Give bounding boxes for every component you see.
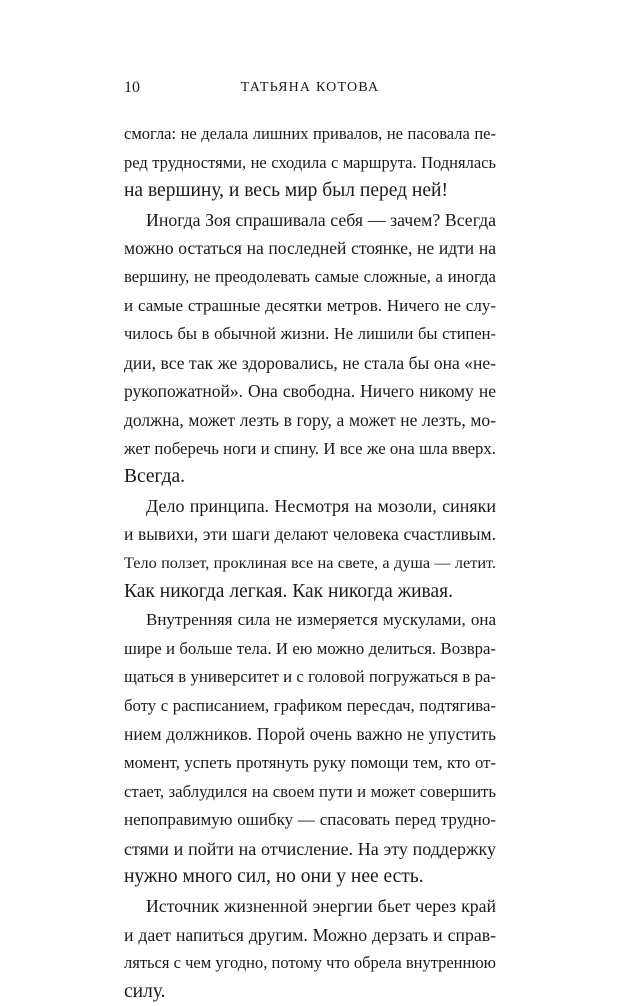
text-line: момент, успеть протянуть руку помощи тем, кто от- bbox=[124, 753, 496, 773]
text-line: рукопожатной». Она свободна. Ничего никому не bbox=[124, 381, 496, 402]
text-line: чилось бы в обычной жизни. Не лишили бы стипен- bbox=[124, 324, 496, 344]
running-head bbox=[124, 76, 496, 100]
text-line: силу. bbox=[124, 980, 166, 1002]
text-line: Внутренняя сила не измеряется мускулами, она bbox=[146, 610, 496, 630]
text-line: должна, может лезть в гору, а может не лезть, мо- bbox=[124, 409, 496, 430]
text-line: и самые страшные десятки метров. Ничего не слу- bbox=[124, 295, 496, 315]
text-line: щаться в университет и с головой погружаться в ра- bbox=[124, 667, 496, 687]
text-line: ляться с чем угодно, потому что обрела внутреннюю bbox=[124, 953, 496, 973]
text-line: нием должников. Порой очень важно не упустить bbox=[124, 724, 496, 745]
text-line: боту с расписанием, графиком пересдач, подтягива- bbox=[124, 695, 496, 715]
text-line: и дает напиться другим. Можно дерзать и справ- bbox=[124, 924, 496, 945]
text-line: жет поберечь ноги и спину. И все же она шла вверх. bbox=[124, 438, 496, 458]
text-line: на вершину, и весь мир был перед ней! bbox=[124, 180, 448, 202]
text-line: смогла: не делала лишних привалов, не пасовала пе- bbox=[124, 124, 496, 143]
text-line: стями и пойти на отчисление. На эту поддержку bbox=[124, 838, 496, 859]
text-line: ред трудностями, не сходила с маршрута. Поднялась bbox=[124, 152, 496, 172]
text-line: Как никогда легкая. Как никогда живая. bbox=[124, 580, 453, 602]
text-line: Иногда Зоя спрашивала себя — зачем? Всегда bbox=[146, 209, 496, 230]
page-number: 10 bbox=[124, 79, 140, 96]
text-line: вершину, не преодолевать самые сложные, а иногда bbox=[124, 266, 496, 286]
text-line: дии, все так же здоровались, не стала бы она «не- bbox=[124, 352, 496, 373]
text-line: нужно много сил, но они у нее есть. bbox=[124, 866, 424, 888]
text-line: Тело ползет, проклиная все на свете, а душа — летит. bbox=[124, 553, 496, 572]
text-line: Источник жизненной энергии бьет через край bbox=[146, 896, 496, 917]
text-line: шире и больше тела. И ею можно делиться. Возвра- bbox=[124, 638, 496, 658]
text-line: можно остаться на последней стоянке, не идти на bbox=[124, 238, 496, 259]
running-title: ТАТЬЯНА КОТОВА bbox=[240, 80, 380, 95]
text-line: непоправимую ошибку — спасовать перед трудно- bbox=[124, 810, 496, 830]
text-line: стает, заблудился на своем пути и может совершить bbox=[124, 781, 496, 801]
body-text bbox=[124, 120, 496, 1006]
text-line: Дело принципа. Несмотря на мозоли, синяки bbox=[146, 495, 496, 516]
text-line: Всегда. bbox=[124, 466, 186, 488]
text-line: и вывихи, эти шаги делают человека счастливым. bbox=[124, 524, 496, 545]
